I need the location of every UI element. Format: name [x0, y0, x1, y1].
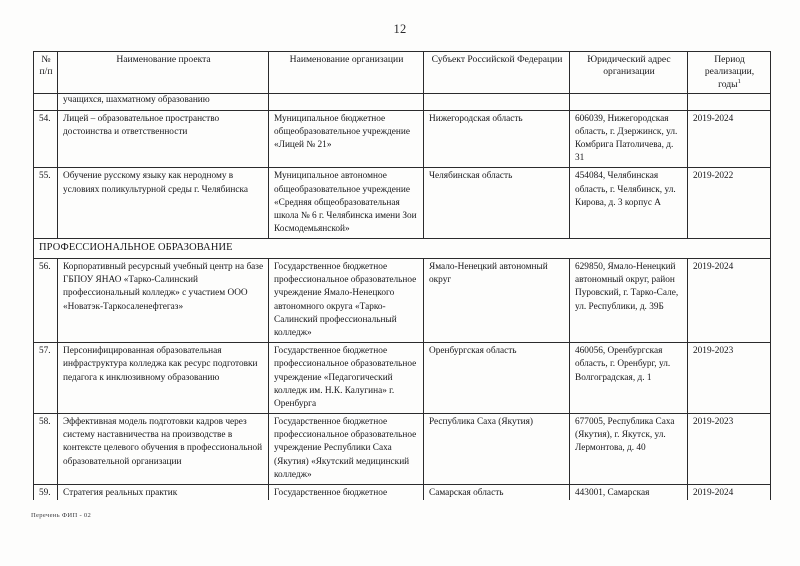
- column-header-period-line3: годы: [718, 78, 738, 90]
- cell-period: 2019-2024: [688, 259, 771, 343]
- cell-subject: Челябинская область: [424, 168, 570, 239]
- page-number: 12: [393, 22, 407, 36]
- column-header-organization-name: Наименование организации: [269, 52, 424, 94]
- cell-project-name: Лицей – образовательное пространство достоинства и ответственности: [58, 110, 269, 168]
- cell-project-name: Стратегия реальных практик: [58, 485, 269, 501]
- projects-table: [33, 51, 771, 500]
- column-header-period-line2: реализации,: [704, 66, 755, 78]
- cell-subject: Нижегородская область: [424, 110, 570, 168]
- table-row: [34, 485, 771, 501]
- cell-project-name: Эффективная модель подготовки кадров через систему наставничества на производстве в контексте целевого обучения в профессиональной образовательной организации: [58, 414, 269, 485]
- cell-number: 57.: [34, 343, 58, 414]
- cell-legal-address: 443001, Самарская: [570, 485, 688, 501]
- cell-subject: [424, 94, 570, 110]
- column-header-period-footnote-marker: 1: [737, 77, 741, 85]
- cell-legal-address: 629850, Ямало-Ненецкий автономный округ, район Пуровский, г. Тарко-Сале, ул. Республики, д. 39Б: [570, 259, 688, 343]
- cell-organization-name: Государственное бюджетное: [269, 485, 424, 501]
- table-row-continued: [34, 94, 771, 110]
- cell-number: 55.: [34, 168, 58, 239]
- cell-period: [688, 94, 771, 110]
- cell-period: 2019-2024: [688, 110, 771, 168]
- table-row: [34, 343, 771, 414]
- cell-subject: Ямало-Ненецкий автономный округ: [424, 259, 570, 343]
- column-header-number: [34, 52, 58, 94]
- cell-period: 2019-2023: [688, 343, 771, 414]
- section-header-professional-education: ПРОФЕССИОНАЛЬНОЕ ОБРАЗОВАНИЕ: [34, 239, 771, 259]
- cell-project-name: Обучение русскому языку как неродному в условиях поликультурной среды г. Челябинска: [58, 168, 269, 239]
- cell-organization-name: Государственное бюджетное профессиональное образовательное учреждение «Педагогический колледж им. Н.К. Калугина» г. Оренбурга: [269, 343, 424, 414]
- cell-organization-name: Государственное бюджетное профессиональное образовательное учреждение Ямало-Ненецкого автономного округа «Тарко-Салинский профессиональный колледж»: [269, 259, 424, 343]
- cell-legal-address: [570, 94, 688, 110]
- table-body: [34, 94, 771, 500]
- cell-project-name: учащихся, шахматному образованию: [58, 94, 269, 110]
- cell-period: 2019-2024: [688, 485, 771, 501]
- cell-number: 54.: [34, 110, 58, 168]
- cell-period: 2019-2023: [688, 414, 771, 485]
- cell-number: [34, 94, 58, 110]
- table-header-row: [34, 52, 771, 94]
- table-section-header-row: [34, 239, 771, 259]
- cell-number: 56.: [34, 259, 58, 343]
- column-header-period-line1: Период: [714, 54, 745, 65]
- table-row: [34, 414, 771, 485]
- cell-number: 58.: [34, 414, 58, 485]
- projects-table-container: [33, 51, 770, 500]
- column-header-number-line2: п/п: [39, 66, 53, 78]
- table-row: [34, 110, 771, 168]
- column-header-project-name: Наименование проекта: [58, 52, 269, 94]
- cell-legal-address: 460056, Оренбургская область, г. Оренбург, ул. Волгоградская, д. 1: [570, 343, 688, 414]
- cell-project-name: Персонифицированная образовательная инфраструктура колледжа как ресурс подготовки педагога к инклюзивному образованию: [58, 343, 269, 414]
- cell-legal-address: 454084, Челябинская область, г. Челябинск, ул. Кирова, д. 3 корпус А: [570, 168, 688, 239]
- cell-subject: Самарская область: [424, 485, 570, 501]
- cell-subject: Оренбургская область: [424, 343, 570, 414]
- table-header: [34, 52, 771, 94]
- cell-subject: Республика Саха (Якутия): [424, 414, 570, 485]
- table-row: [34, 259, 771, 343]
- cell-legal-address: 677005, Республика Саха (Якутия), г. Якутск, ул. Лермонтова, д. 40: [570, 414, 688, 485]
- column-header-subject: Субъект Российской Федерации: [424, 52, 570, 94]
- cell-number: 59.: [34, 485, 58, 501]
- table-row: [34, 168, 771, 239]
- cell-legal-address: 606039, Нижегородская область, г. Дзержинск, ул. Комбрига Патоличева, д. 31: [570, 110, 688, 168]
- cell-project-name: Корпоративный ресурсный учебный центр на базе ГБПОУ ЯНАО «Тарко-Салинский профессиональный колледж» с участием ООО «Новатэк-Таркосаленефтегаз»: [58, 259, 269, 343]
- column-header-period: [688, 52, 771, 94]
- footer-document-code: Перечень ФИП - 02: [31, 512, 92, 519]
- cell-organization-name: Муниципальное бюджетное общеобразовательное учреждение «Лицей № 21»: [269, 110, 424, 168]
- column-header-number-line1: №: [41, 54, 51, 65]
- column-header-legal-address: Юридический адрес организации: [570, 52, 688, 94]
- cell-organization-name: Государственное бюджетное профессиональное образовательное учреждение Республики Саха (Якутия) «Якутский медицинский колледж»: [269, 414, 424, 485]
- cell-organization-name: Муниципальное автономное общеобразовательное учреждение «Средняя общеобразовательная школа № 6 г. Челябинска имени Зои Космодемьянской»: [269, 168, 424, 239]
- cell-period: 2019-2022: [688, 168, 771, 239]
- cell-organization-name: [269, 94, 424, 110]
